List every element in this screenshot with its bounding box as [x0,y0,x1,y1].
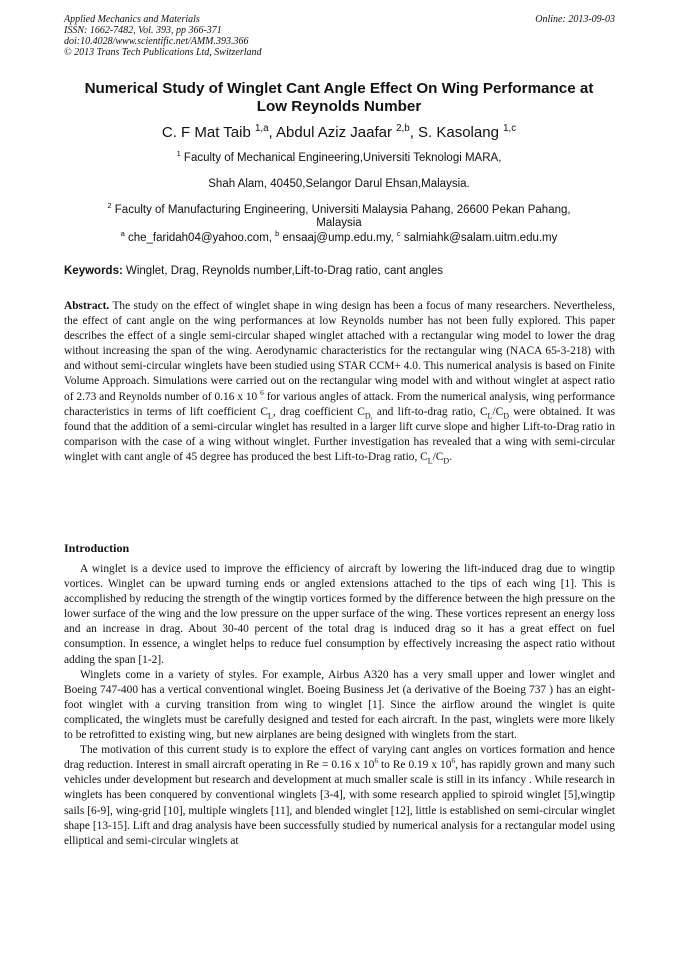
intro-p3-sup: 6 [451,756,456,766]
affiliation-2-text: Faculty of Manufacturing Engineering, Universiti Malaysia Pahang, 26600 Pekan Pahang, [111,204,571,216]
abstract-label: Abstract. [64,300,110,312]
intro-p3-sup: 6 [374,756,379,766]
affiliation-2-line-2: Malaysia [316,217,362,229]
email-a-marker: a [120,229,125,239]
affiliation-1-number: 1 [176,149,181,159]
doi-line[interactable]: doi:10.4028/www.scientific.net/AMM.393.366 [64,36,249,47]
keywords-label: Keywords: [64,265,123,277]
abstract-text: were obtained. It was found that the addition of a semi-circular winglet has resulted in a larger lift curve slope and higher Lift-to-Drag ratio in comparison with the case of a wing without winglet. Further investigation has revealed that a wing with semi-circular winglet with cant angle of 45 degree has produced the best Lift-to-Drag ratio, C [64,405,615,463]
intro-paragraph-1: A winglet is a device used to improve the efficiency of aircraft by lowering the lift-induced drag due to wingtip vortices. Winglet can be upward turning ends or angled extensions attached to the tips of each wing [1]. This is accomplished by reducing the strength of the wingtip vortices formed by the difference between the high pressure on the lower surface of the wing and the low pressure on the upper surface of the wing. These vortices represent an energy loss and an increase in drag. About 30-40 percent of the total drag is induced drag so it has a great effect on fuel consumption. In essence, a winglet helps to reduce fuel consumption by effectively increasing the aspect ratio without adding the span [1-2]. [64,563,615,666]
publication-header [64,14,615,58]
email-b-marker: b [275,229,280,239]
abstract-sub: D [503,410,509,420]
abstract-sub: L [267,410,273,420]
abstract-text: . [449,450,453,463]
email-c-marker: c [396,229,401,239]
abstract-text: and lift-to-drag ratio, C [372,405,488,418]
email-c[interactable]: salmiahk@salam.uitm.edu.my [400,232,558,244]
intro-paragraph-2: Winglets come in a variety of styles. For example, Airbus A320 has a very small upper and lower winglet and Boeing 747-400 has a vertical conventional winglet. Boeing Business Jet (a derivative of the Boeing 737 ) has an eight-foot winglet with a curving transition from wing to winglet [1]. Since the airflow around the winglet is quite complicated, the winglets must be carefully designed and tested for each aircraft. In the past, winglets were more likely to be retrofitted to existing wing, but new airplanes are being designed with winglets from the start. [64,668,615,742]
keywords [64,265,615,277]
author-3: , S. Kasolang [409,124,504,141]
intro-p3-text: to Re 0.19 x 10 [378,759,452,772]
affiliation-1-line-1 [50,151,628,165]
issn-line: ISSN: 1662-7482, Vol. 393, pp 366-371 [64,25,222,36]
introduction-body [64,562,615,849]
abstract-text: /C [432,450,444,463]
paper-title [58,80,620,116]
keywords-text: Winglet, Drag, Reynolds number,Lift-to-Drag ratio, cant angles [122,265,444,277]
title-line-1: Numerical Study of Winglet Cant Angle Effect On Wing Performance at [84,80,594,97]
abstract-sub: D, [364,410,373,420]
email-b[interactable]: ensaaj@ump.edu.my, [279,232,397,244]
section-heading-introduction: Introduction [64,541,130,555]
author-1-affil: 1,a [254,123,269,134]
email-a[interactable]: che_faridah04@yahoo.com, [124,232,276,244]
journal-name: Applied Mechanics and Materials [64,14,200,25]
copyright-line: © 2013 Trans Tech Publications Ltd, Switzerland [64,47,262,58]
intro-paragraph-3 [64,743,615,849]
intro-p3-text: The motivation of this current study is to explore the effect of varying cant angles on vortices formation and hence drag reduction. Interest in small aircraft operating in Re = 0.16 x 10 [64,744,615,772]
title-line-2: Low Reynolds Number [256,98,422,115]
abstract-text: The study on the effect of winglet shape in wing design has been a focus of many researchers. Nevertheless, the effect of cant angle on the wing performances at low Reynolds number has not been fully explored. This paper describes the effect of a single semi-circular shaped winglet attached with a rectangular wing model to lower the drag without increasing the span of the wing. Aerodynamic characteristics for the rectangular wing (NACA 65-3-218) with and without semi-circular winglets have been studied using STAR CCM+ 4.0. This numerical analysis is based on Finite Volume Approach. Simulations were carried out on the rectangular wing model with and without winglet at aspect ratio of 2.73 and Reynolds number of 0.16 x 10 [64,300,615,403]
affiliation-2-number: 2 [107,201,112,211]
online-date: Online: 2013-09-03 [535,14,615,25]
abstract-sup: 6 [260,387,264,397]
author-3-affil: 1,c [503,123,517,134]
author-2: , Abdul Aziz Jaafar [268,124,397,141]
author-list [50,124,628,141]
email-list [50,231,628,245]
intro-p3-text: , has rapidly grown and many such vehicles under development but research and development at much smaller scale is still in its infancy . While research in winglets has been conquered by conventional winglets [3-4], with some research applied to spiroid winglet [5],wingtip sails [6-9], wing-grid [10], multiple winglets [11], and blended winglet [12], little is established on semi-circular winglet shape [13-15]. Lift and drag analysis have been successfully studied by numerical analysis for a rectangular model using elliptical and semi-circular winglets at [64,759,615,847]
author-2-affil: 2,b [396,123,410,134]
affiliation-2-line-1 [50,203,628,217]
author-1: C. F Mat Taib [161,124,255,141]
abstract-text: for various angles of attack. From the numerical analysis, wing performance characteristics in terms of lift coefficient C [64,390,615,418]
abstract [64,299,615,465]
abstract-sub: L [487,410,493,420]
affiliation-1-line-2: Shah Alam, 40450,Selangor Darul Ehsan,Malaysia. [208,178,470,190]
affiliation-1-text: Faculty of Mechanical Engineering,Universiti Teknologi MARA, [180,152,502,164]
abstract-text: , drag coefficient C [272,405,365,418]
abstract-text: /C [492,405,504,418]
abstract-sub: L [427,456,433,466]
abstract-sub: D [443,456,450,466]
